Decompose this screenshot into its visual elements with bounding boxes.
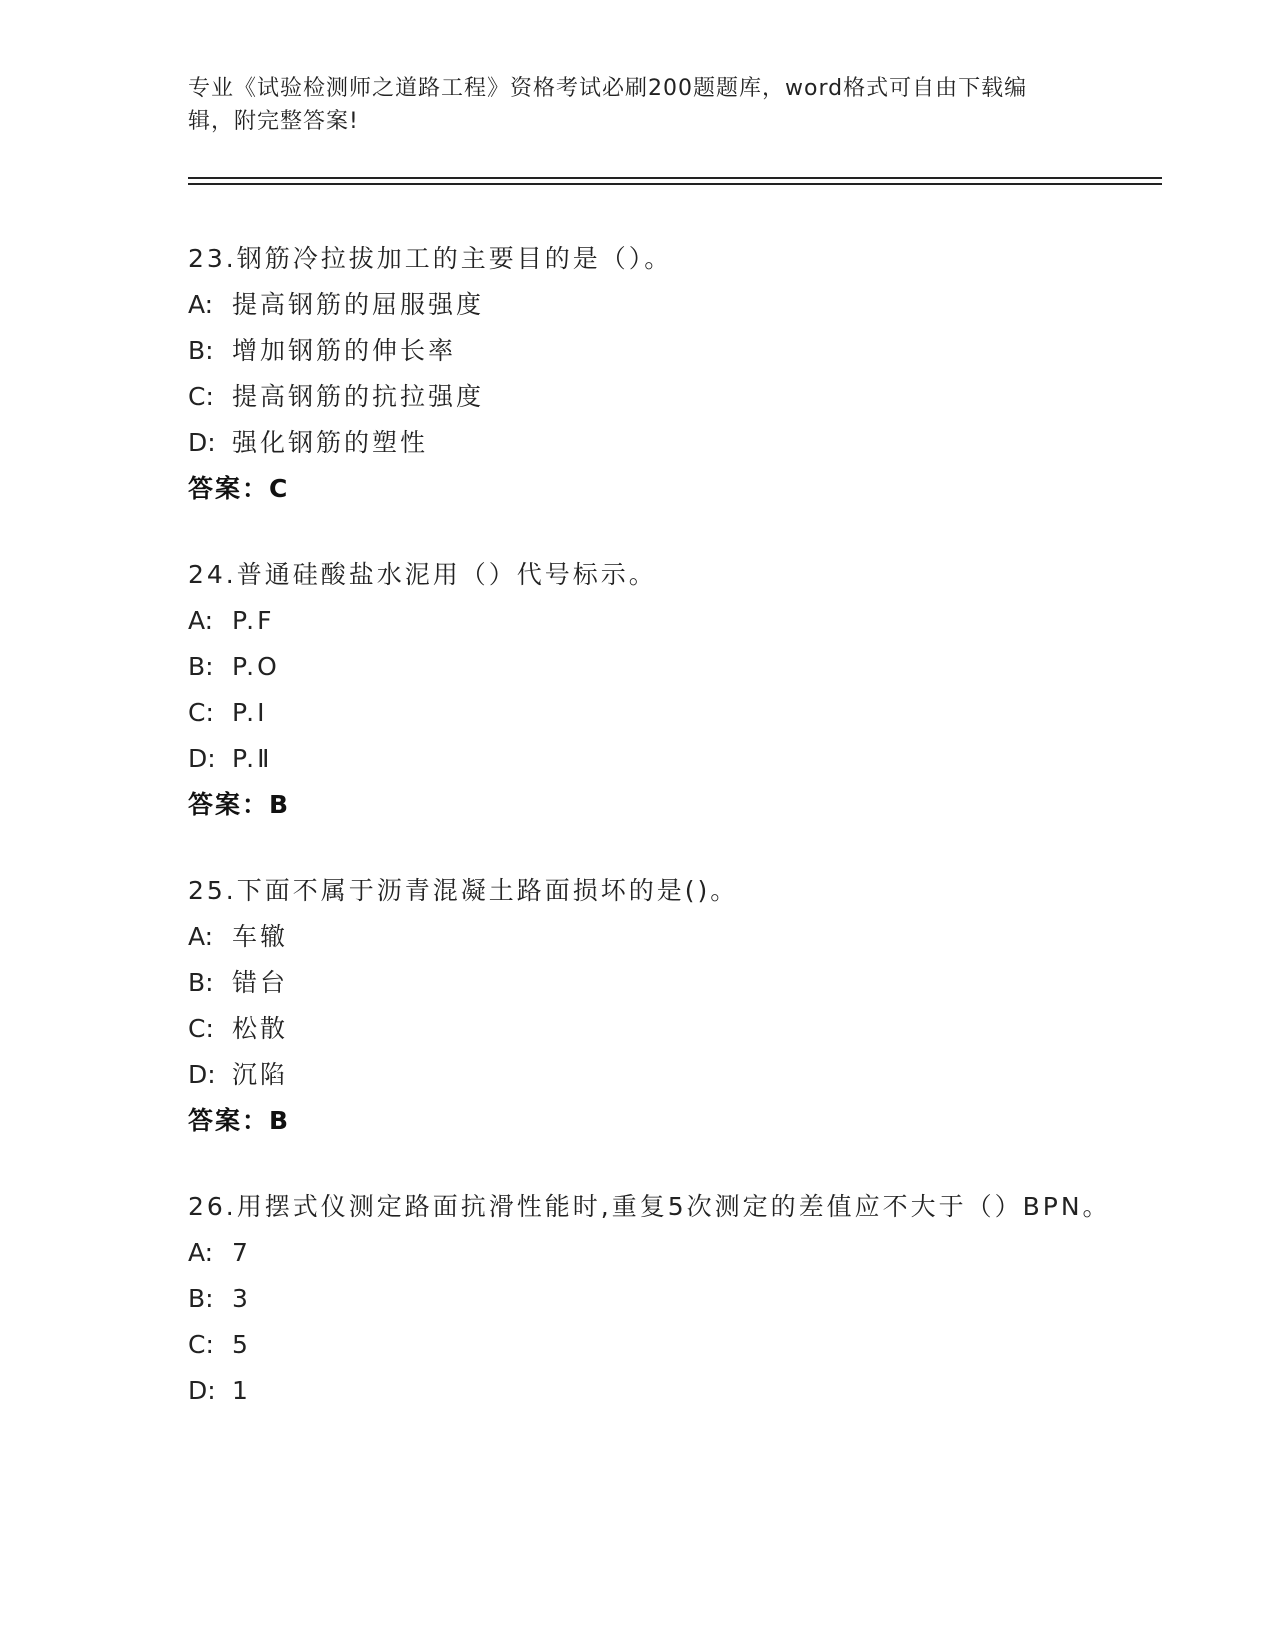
answer-line: 答案：B bbox=[188, 790, 291, 819]
option-text: 松散 bbox=[232, 1014, 289, 1043]
option-key: B: bbox=[188, 1284, 214, 1313]
header-divider-top bbox=[188, 177, 1162, 179]
option-key: B: bbox=[188, 652, 214, 681]
option-text: 提高钢筋的屈服强度 bbox=[232, 290, 485, 319]
option-key: B: bbox=[188, 336, 214, 365]
option-text: 强化钢筋的塑性 bbox=[232, 428, 429, 457]
option-a bbox=[188, 598, 1148, 644]
option-d bbox=[188, 420, 1148, 466]
question-stem: 23.钢筋冷拉拔加工的主要目的是（）。 bbox=[188, 244, 673, 273]
option-text: P.I bbox=[232, 698, 268, 727]
option-text: 1 bbox=[232, 1376, 251, 1405]
option-c bbox=[188, 374, 1148, 420]
option-key: A: bbox=[188, 290, 214, 319]
option-key: C: bbox=[188, 1330, 214, 1359]
option-c bbox=[188, 690, 1148, 736]
option-b bbox=[188, 328, 1148, 374]
option-b bbox=[188, 644, 1148, 690]
option-a bbox=[188, 914, 1148, 960]
option-key: C: bbox=[188, 382, 214, 411]
option-key: B: bbox=[188, 968, 214, 997]
option-key: D: bbox=[188, 428, 216, 457]
option-key: D: bbox=[188, 1060, 216, 1089]
answer-line: 答案：C bbox=[188, 474, 290, 503]
option-a bbox=[188, 282, 1148, 328]
question-stem: 25.下面不属于沥青混凝土路面损坏的是()。 bbox=[188, 876, 739, 905]
option-key: C: bbox=[188, 698, 214, 727]
option-key: D: bbox=[188, 1376, 216, 1405]
option-text: 沉陷 bbox=[232, 1060, 289, 1089]
answer-line: 答案：B bbox=[188, 1106, 291, 1135]
option-b bbox=[188, 960, 1148, 1006]
option-text: 错台 bbox=[232, 968, 289, 997]
header-divider-bottom bbox=[188, 183, 1162, 185]
question-26 bbox=[188, 1184, 1148, 1414]
option-key: A: bbox=[188, 606, 214, 635]
option-text: 5 bbox=[232, 1330, 251, 1359]
option-key: D: bbox=[188, 744, 216, 773]
option-c bbox=[188, 1006, 1148, 1052]
option-text: 增加钢筋的伸长率 bbox=[232, 336, 457, 365]
question-stem: 26.用摆式仪测定路面抗滑性能时,重复5次测定的差值应不大于（）BPN。 bbox=[188, 1192, 1111, 1221]
question-25 bbox=[188, 868, 1148, 1144]
question-list bbox=[188, 236, 1148, 1454]
option-text: 3 bbox=[232, 1284, 251, 1313]
option-a bbox=[188, 1230, 1148, 1276]
question-stem: 24.普通硅酸盐水泥用（）代号标示。 bbox=[188, 560, 657, 589]
option-text: P.F bbox=[232, 606, 275, 635]
option-text: 车辙 bbox=[232, 922, 289, 951]
option-text: 提高钢筋的抗拉强度 bbox=[232, 382, 485, 411]
option-d bbox=[188, 1052, 1148, 1098]
question-24 bbox=[188, 552, 1148, 828]
option-key: C: bbox=[188, 1014, 214, 1043]
option-d bbox=[188, 736, 1148, 782]
option-text: 7 bbox=[232, 1238, 251, 1267]
option-b bbox=[188, 1276, 1148, 1322]
document-header: 专业《试验检测师之道路工程》资格考试必刷200题题库，word格式可自由下载编辑，附完整答案! bbox=[188, 76, 1028, 134]
option-key: A: bbox=[188, 1238, 214, 1267]
question-23 bbox=[188, 236, 1148, 512]
option-key: A: bbox=[188, 922, 214, 951]
option-text: P.Ⅱ bbox=[232, 744, 273, 773]
option-d bbox=[188, 1368, 1148, 1414]
option-c bbox=[188, 1322, 1148, 1368]
option-text: P.O bbox=[232, 652, 280, 681]
